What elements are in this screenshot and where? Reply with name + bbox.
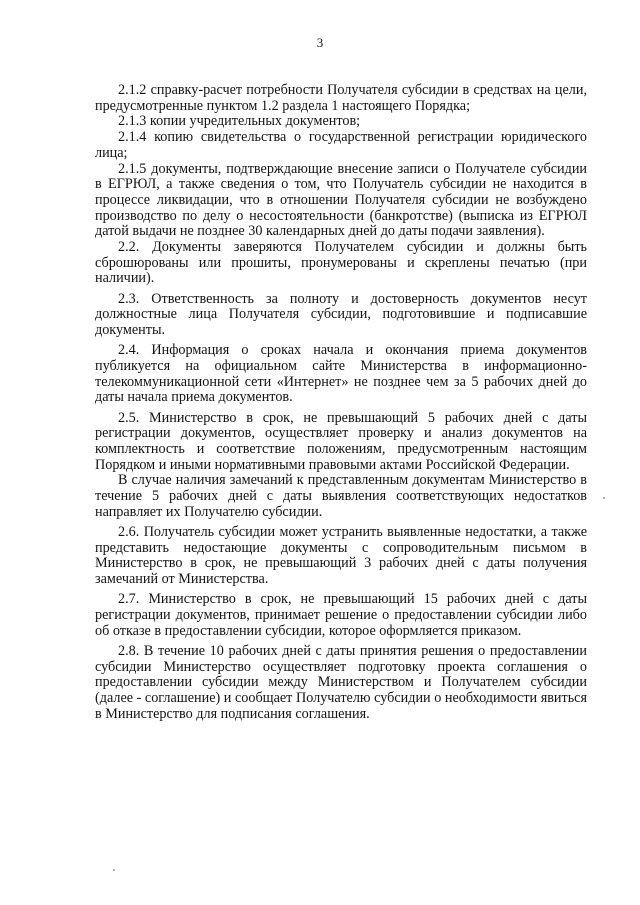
paragraph-2-5: 2.5. Министерство в срок, не превышающий 5 рабочих дней с даты регистрации документов, осуществляет проверку и анализ документов на комплектность и соответствие положениям, предусмотренным настоящим Порядком и иными нормативными правовыми актами Российской Федерации. [95, 409, 587, 473]
paragraph-2-2: 2.2. Документы заверяются Получателем субсидии и должны быть сброшюрованы или прошиты, пронумерованы и скреплены печатью (при наличии). [95, 239, 587, 287]
paragraph-2-8: 2.8. В течение 10 рабочих дней с даты принятия решения о предоставлении субсидии Министерство осуществляет подготовку проекта соглашения о предоставлении субсидии между Министерством и Получателем субсидии (далее - соглашение) и сообщает Получателю субсидии о необходимости явиться в Министерство для подписания соглашения. [95, 642, 587, 722]
paragraph-2-4: 2.4. Информация о сроках начала и окончания приема документов публикуется на официальном сайте Министерства в информационно-телекоммуникационной сети «Интернет» не позднее чем за 5 рабочих дней до даты начала приема документов. [95, 342, 587, 406]
paragraph-2-1-4: 2.1.4 копию свидетельства о государственной регистрации юридического лица; [95, 129, 587, 161]
paragraph-2-1-3: 2.1.3 копии учредительных документов; [118, 113, 361, 130]
document-body [95, 83, 587, 727]
scan-speck [113, 869, 115, 871]
scan-speck [603, 497, 605, 499]
page-number: 3 [316, 35, 324, 50]
paragraph-2-6: 2.6. Получатель субсидии может устранить выявленные недостатки, а также представить недостающие документы с сопроводительным письмом в Министерство в срок, не превышающий 3 рабочих дней с даты получения замечаний от Министерства. [95, 523, 587, 588]
paragraph-2-1-5: 2.1.5 документы, подтверждающие внесение записи о Получателе субсидии в ЕГРЮЛ, а также сведения о том, что Получатель субсидии не находится в процессе ликвидации, что в отношении Получателя субсидии не возбуждено производство по делу о несостоятельности (банкротстве) (выписка из ЕГРЮЛ датой выдачи не позднее 30 календарных дней до даты подачи заявления). [95, 160, 587, 240]
paragraph-2-7: 2.7. Министерство в срок, не превышающий 15 рабочих дней с даты регистрации документов, принимает решение о предоставлении субсидии либо об отказе в предоставлении субсидии, которое оформляется приказом. [95, 591, 587, 639]
paragraph-2-3: 2.3. Ответственность за полноту и достоверность документов несут должностные лица Получателя субсидии, подготовившие и подписавшие документы. [95, 290, 587, 339]
paragraph-2-5-remarks: В случае наличия замечаний к представленным документам Министерство в течение 5 рабочих дней с даты выявления соответствующих недостатков направляет их Получателю субсидии. [95, 472, 587, 520]
paragraph-2-1-2: 2.1.2 справку-расчет потребности Получателя субсидии в средствах на цели, предусмотренные пунктом 1.2 раздела 1 настоящего Порядка; [95, 82, 587, 114]
